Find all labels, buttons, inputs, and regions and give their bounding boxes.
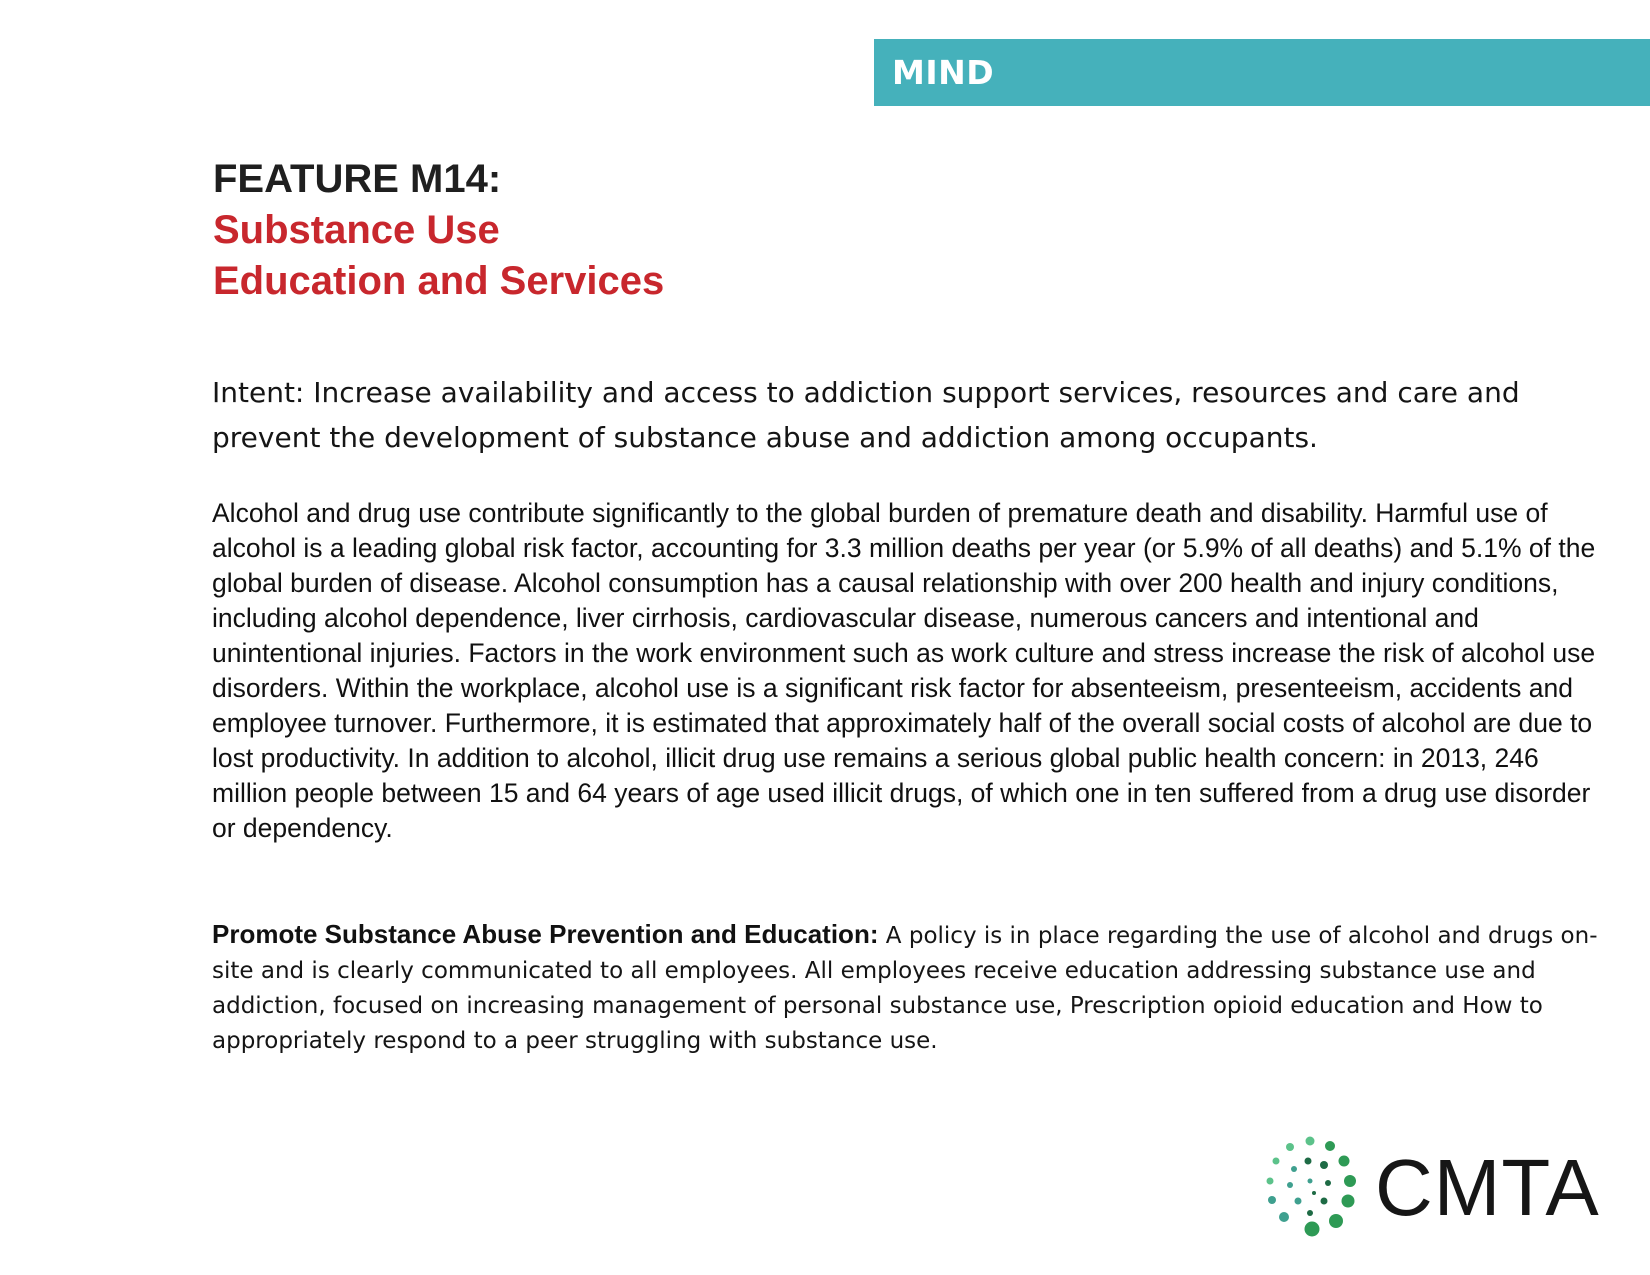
feature-title-line-1: Substance Use xyxy=(213,208,500,252)
section-banner xyxy=(874,39,1650,106)
promote-paragraph xyxy=(212,917,1607,1059)
promote-lead: Promote Substance Abuse Prevention and Education: xyxy=(212,919,879,949)
feature-title-line-2: Education and Services xyxy=(213,259,665,303)
section-label: MIND xyxy=(892,53,995,92)
intent-statement: Intent: Increase availability and access to addiction support services, resources and care and prevent the development of substance abuse and addiction among occupants. xyxy=(212,376,1520,454)
cmta-dot-cluster-icon xyxy=(1258,1133,1363,1243)
body-paragraph: Alcohol and drug use contribute significantly to the global burden of premature death and disability. Harmful use of alcohol is a leading global risk factor, accounting for 3.3 million deaths per year (or 5.9% of all deaths) and 5.1% of the global burden of disease. Alcohol consumption has a causal relationship with over 200 health and injury conditions, including alcohol dependence, liver cirrhosis, cardiovascular disease, numerous cancers and intentional and unintentional injuries. Factors in the work environment such as work culture and stress increase the risk of alcohol use disorders. Within the workplace, alcohol use is a significant risk factor for absenteeism, presenteeism, accidents and employee turnover. Furthermore, it is estimated that approximately half of the overall social costs of alcohol are due to lost productivity. In addition to alcohol, illicit drug use remains a serious global public health concern: in 2013, 246 million people between 15 and 64 years of age used illicit drugs, of which one in ten suffered from a drug use disorder or dependency. xyxy=(212,498,1596,843)
feature-code: FEATURE M14: xyxy=(213,157,502,201)
logo-wordmark: CMTA xyxy=(1375,1143,1600,1232)
feature-title-block xyxy=(213,154,1113,307)
promote-text: A policy is in place regarding the use of alcohol and drugs on-site and is clearly communicated to all employees. All employees receive education addressing substance use and addiction, focused on increasing management of personal substance use, Prescription opioid education and How to appropriately respond to a peer struggling with substance use. xyxy=(212,923,1598,1054)
cmta-logo xyxy=(1258,1133,1618,1243)
